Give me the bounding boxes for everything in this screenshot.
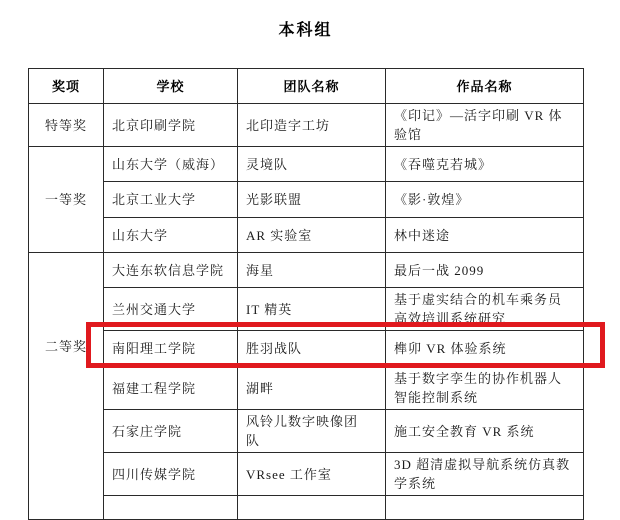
table-row xyxy=(29,453,584,496)
school-cell: 大连东软信息学院 xyxy=(104,253,238,288)
header-cell-work: 作品名称 xyxy=(386,69,584,104)
header-cell-team: 团队名称 xyxy=(238,69,386,104)
school-cell: 山东大学 xyxy=(104,218,238,253)
team-cell: 海星 xyxy=(238,253,386,288)
partial-row xyxy=(29,496,584,520)
work-cell: 最后一战 2099 xyxy=(386,253,584,288)
work-cell: 3D 超清虚拟导航系统仿真教学系统 xyxy=(386,453,584,496)
school-cell xyxy=(104,496,238,520)
page-title: 本科组 xyxy=(278,22,333,39)
awards-table xyxy=(28,68,584,520)
school-cell: 兰州交通大学 xyxy=(104,288,238,331)
header-row xyxy=(29,69,584,104)
table-row xyxy=(29,253,584,288)
team-cell: 风铃儿数字映像团队 xyxy=(238,410,386,453)
team-cell: 北印造字工坊 xyxy=(238,104,386,147)
award-group-cell: 二等奖 xyxy=(29,253,104,520)
table-row xyxy=(29,410,584,453)
school-cell: 四川传媒学院 xyxy=(104,453,238,496)
work-cell: 《影·敦煌》 xyxy=(386,182,584,218)
school-cell: 石家庄学院 xyxy=(104,410,238,453)
team-cell: 光影联盟 xyxy=(238,182,386,218)
table-row xyxy=(29,147,584,182)
work-cell: 基于数字孪生的协作机器人智能控制系统 xyxy=(386,367,584,410)
team-cell: IT 精英 xyxy=(238,288,386,331)
table-row xyxy=(29,367,584,410)
table-row xyxy=(29,288,584,331)
work-cell: 《吞噬克若城》 xyxy=(386,147,584,182)
team-cell: VRsee 工作室 xyxy=(238,453,386,496)
team-cell xyxy=(238,496,386,520)
work-cell: 施工安全教育 VR 系统 xyxy=(386,410,584,453)
award-group-cell: 特等奖 xyxy=(29,104,104,147)
table-row-highlighted xyxy=(29,331,584,367)
award-group-cell: 一等奖 xyxy=(29,147,104,253)
table-row xyxy=(29,182,584,218)
team-cell: 胜羽战队 xyxy=(238,331,386,367)
team-cell: 湖畔 xyxy=(238,367,386,410)
work-cell: 《印记》—活字印刷 VR 体验馆 xyxy=(386,104,584,147)
team-cell: AR 实验室 xyxy=(238,218,386,253)
school-cell: 福建工程学院 xyxy=(104,367,238,410)
school-cell: 南阳理工学院 xyxy=(104,331,238,367)
school-cell: 北京印刷学院 xyxy=(104,104,238,147)
work-cell xyxy=(386,496,584,520)
work-cell: 基于虚实结合的机车乘务员高效培训系统研究 xyxy=(386,288,584,331)
work-cell: 榫卯 VR 体验系统 xyxy=(386,331,584,367)
header-cell-award: 奖项 xyxy=(29,69,104,104)
table-row xyxy=(29,104,584,147)
school-cell: 山东大学（威海） xyxy=(104,147,238,182)
team-cell: 灵境队 xyxy=(238,147,386,182)
header-cell-school: 学校 xyxy=(104,69,238,104)
work-cell: 林中迷途 xyxy=(386,218,584,253)
table-row xyxy=(29,218,584,253)
school-cell: 北京工业大学 xyxy=(104,182,238,218)
